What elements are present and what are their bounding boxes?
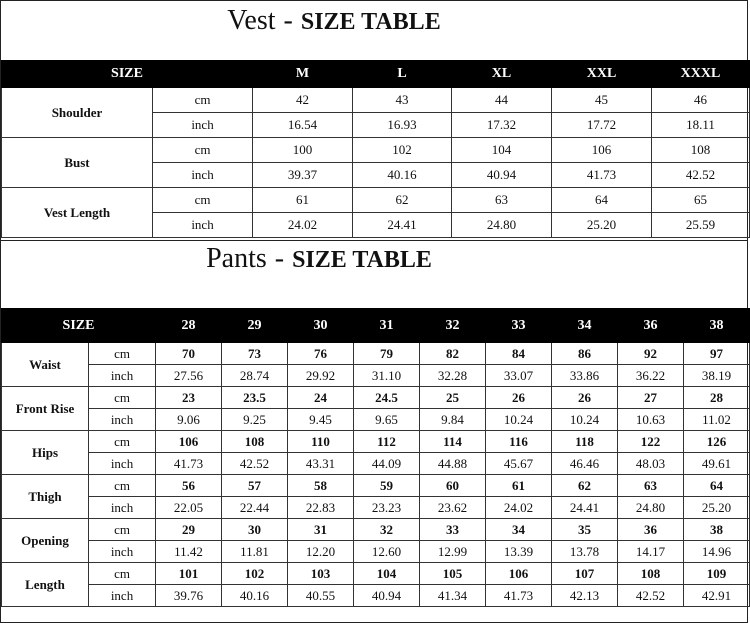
pants-value-cell: 40.55: [288, 585, 354, 607]
pants-value-cell: 10.24: [552, 409, 618, 431]
vest-title-lead: Vest: [227, 5, 276, 36]
pants-unit-cm: cm: [89, 387, 156, 409]
pants-title-dash: -: [274, 243, 285, 274]
pants-unit-inch: inch: [89, 409, 156, 431]
pants-value-cell: 9.06: [156, 409, 222, 431]
pants-row-label: Thigh: [2, 475, 89, 519]
pants-value-cell: 40.94: [354, 585, 420, 607]
vest-value-cell: 41.73: [552, 163, 652, 188]
pants-row-label: Hips: [2, 431, 89, 475]
pants-row-cm: [2, 519, 750, 541]
pants-value-cell: 60: [420, 475, 486, 497]
pants-row-inch: [2, 365, 750, 387]
vest-row-cm: [2, 188, 750, 213]
vest-value-cell: 25.20: [552, 213, 652, 238]
pants-value-cell: 61: [486, 475, 552, 497]
pants-row-cm: [2, 343, 750, 365]
pants-value-cell: 42.13: [552, 585, 618, 607]
pants-value-cell: 25: [420, 387, 486, 409]
pants-value-cell: 62: [552, 475, 618, 497]
pants-value-cell: 35: [552, 519, 618, 541]
pants-value-cell: 41.73: [156, 453, 222, 475]
pants-value-cell: 11.02: [684, 409, 750, 431]
vest-value-cell: 42: [253, 88, 353, 113]
vest-value-cell: 104: [452, 138, 552, 163]
pants-value-cell: 36: [618, 519, 684, 541]
pants-value-cell: 28.74: [222, 365, 288, 387]
pants-value-cell: 32.28: [420, 365, 486, 387]
pants-value-cell: 79: [354, 343, 420, 365]
pants-value-cell: 34: [486, 519, 552, 541]
vest-unit-cm: cm: [153, 188, 253, 213]
vest-unit-inch: inch: [153, 213, 253, 238]
vest-header-size-label: SIZE: [2, 61, 253, 88]
vest-value-cell: 62: [353, 188, 452, 213]
pants-value-cell: 24.80: [618, 497, 684, 519]
pants-value-cell: 33: [420, 519, 486, 541]
pants-value-cell: 14.96: [684, 541, 750, 563]
vest-title-dash: -: [283, 5, 293, 36]
vest-size-table: [1, 60, 750, 238]
pants-value-cell: 31.10: [354, 365, 420, 387]
pants-value-cell: 107: [552, 563, 618, 585]
vest-value-cell: 63: [452, 188, 552, 213]
vest-unit-cm: cm: [153, 138, 253, 163]
pants-value-cell: 104: [354, 563, 420, 585]
pants-value-cell: 13.78: [552, 541, 618, 563]
vest-value-cell: 25.59: [652, 213, 750, 238]
pants-title: [0, 243, 692, 275]
vest-size-col: L: [353, 61, 452, 88]
pants-value-cell: 23.62: [420, 497, 486, 519]
vest-size-col: XL: [452, 61, 552, 88]
pants-value-cell: 42.52: [222, 453, 288, 475]
pants-value-cell: 64: [684, 475, 750, 497]
pants-value-cell: 26: [486, 387, 552, 409]
pants-value-cell: 38: [684, 519, 750, 541]
vest-value-cell: 45: [552, 88, 652, 113]
pants-value-cell: 92: [618, 343, 684, 365]
pants-size-table: [1, 308, 750, 607]
pants-size-col: 28: [156, 309, 222, 343]
pants-value-cell: 82: [420, 343, 486, 365]
pants-row-cm: [2, 387, 750, 409]
vest-value-cell: 17.72: [552, 113, 652, 138]
pants-value-cell: 105: [420, 563, 486, 585]
pants-value-cell: 103: [288, 563, 354, 585]
vest-value-cell: 16.54: [253, 113, 353, 138]
vest-value-cell: 24.02: [253, 213, 353, 238]
pants-row-inch: [2, 409, 750, 431]
pants-value-cell: 108: [222, 431, 288, 453]
vest-size-col: XXL: [552, 61, 652, 88]
vest-header-row: [2, 61, 750, 88]
pants-value-cell: 46.46: [552, 453, 618, 475]
pants-value-cell: 9.65: [354, 409, 420, 431]
pants-value-cell: 33.07: [486, 365, 552, 387]
pants-header-size-label: SIZE: [2, 309, 156, 343]
pants-value-cell: 11.81: [222, 541, 288, 563]
pants-size-col: 32: [420, 309, 486, 343]
pants-unit-inch: inch: [89, 497, 156, 519]
vest-row-label: Vest Length: [2, 188, 153, 238]
pants-unit-cm: cm: [89, 563, 156, 585]
vest-row-label: Shoulder: [2, 88, 153, 138]
pants-row-cm: [2, 431, 750, 453]
vest-section: [0, 0, 748, 242]
vest-value-cell: 43: [353, 88, 452, 113]
vest-value-cell: 61: [253, 188, 353, 213]
vest-value-cell: 64: [552, 188, 652, 213]
pants-row-inch: [2, 541, 750, 563]
pants-value-cell: 27: [618, 387, 684, 409]
pants-value-cell: 24.41: [552, 497, 618, 519]
pants-value-cell: 31: [288, 519, 354, 541]
pants-value-cell: 40.16: [222, 585, 288, 607]
pants-value-cell: 108: [618, 563, 684, 585]
pants-value-cell: 33.86: [552, 365, 618, 387]
pants-value-cell: 109: [684, 563, 750, 585]
pants-value-cell: 56: [156, 475, 222, 497]
pants-value-cell: 9.25: [222, 409, 288, 431]
pants-size-col: 36: [618, 309, 684, 343]
pants-size-col: 29: [222, 309, 288, 343]
pants-value-cell: 122: [618, 431, 684, 453]
vest-row-cm: [2, 88, 750, 113]
pants-header-row: [2, 309, 750, 343]
pants-value-cell: 70: [156, 343, 222, 365]
pants-value-cell: 126: [684, 431, 750, 453]
pants-row-inch: [2, 453, 750, 475]
pants-value-cell: 116: [486, 431, 552, 453]
pants-value-cell: 12.99: [420, 541, 486, 563]
pants-value-cell: 9.84: [420, 409, 486, 431]
pants-row-inch: [2, 585, 750, 607]
pants-size-col: 38: [684, 309, 750, 343]
vest-unit-inch: inch: [153, 113, 253, 138]
vest-value-cell: 24.41: [353, 213, 452, 238]
pants-section: [0, 240, 748, 623]
pants-value-cell: 13.39: [486, 541, 552, 563]
pants-unit-cm: cm: [89, 431, 156, 453]
pants-size-col: 34: [552, 309, 618, 343]
pants-unit-inch: inch: [89, 365, 156, 387]
pants-value-cell: 10.24: [486, 409, 552, 431]
pants-value-cell: 106: [486, 563, 552, 585]
pants-row-label: Length: [2, 563, 89, 607]
pants-value-cell: 32: [354, 519, 420, 541]
pants-value-cell: 27.56: [156, 365, 222, 387]
pants-title-tail: SIZE TABLE: [292, 247, 432, 273]
pants-value-cell: 22.83: [288, 497, 354, 519]
pants-value-cell: 24: [288, 387, 354, 409]
pants-value-cell: 48.03: [618, 453, 684, 475]
pants-value-cell: 42.91: [684, 585, 750, 607]
pants-value-cell: 28: [684, 387, 750, 409]
vest-row-cm: [2, 138, 750, 163]
vest-unit-inch: inch: [153, 163, 253, 188]
pants-value-cell: 57: [222, 475, 288, 497]
vest-size-col: M: [253, 61, 353, 88]
vest-size-col: XXXL: [652, 61, 750, 88]
vest-value-cell: 40.16: [353, 163, 452, 188]
pants-row-cm: [2, 563, 750, 585]
pants-value-cell: 24.5: [354, 387, 420, 409]
pants-value-cell: 10.63: [618, 409, 684, 431]
pants-value-cell: 29: [156, 519, 222, 541]
pants-value-cell: 24.02: [486, 497, 552, 519]
pants-value-cell: 114: [420, 431, 486, 453]
pants-value-cell: 49.61: [684, 453, 750, 475]
pants-value-cell: 42.52: [618, 585, 684, 607]
vest-value-cell: 46: [652, 88, 750, 113]
pants-size-col: 30: [288, 309, 354, 343]
vest-value-cell: 106: [552, 138, 652, 163]
vest-value-cell: 17.32: [452, 113, 552, 138]
pants-value-cell: 9.45: [288, 409, 354, 431]
pants-value-cell: 102: [222, 563, 288, 585]
vest-row-label: Bust: [2, 138, 153, 188]
pants-row-cm: [2, 475, 750, 497]
pants-value-cell: 76: [288, 343, 354, 365]
pants-value-cell: 11.42: [156, 541, 222, 563]
vest-value-cell: 16.93: [353, 113, 452, 138]
pants-value-cell: 41.34: [420, 585, 486, 607]
vest-value-cell: 42.52: [652, 163, 750, 188]
vest-value-cell: 100: [253, 138, 353, 163]
pants-value-cell: 84: [486, 343, 552, 365]
pants-title-lead: Pants: [206, 243, 267, 274]
pants-value-cell: 118: [552, 431, 618, 453]
vest-value-cell: 44: [452, 88, 552, 113]
pants-unit-inch: inch: [89, 585, 156, 607]
pants-value-cell: 23.23: [354, 497, 420, 519]
pants-value-cell: 23: [156, 387, 222, 409]
pants-value-cell: 106: [156, 431, 222, 453]
pants-value-cell: 41.73: [486, 585, 552, 607]
pants-value-cell: 45.67: [486, 453, 552, 475]
pants-value-cell: 110: [288, 431, 354, 453]
pants-value-cell: 73: [222, 343, 288, 365]
pants-value-cell: 25.20: [684, 497, 750, 519]
pants-value-cell: 39.76: [156, 585, 222, 607]
vest-value-cell: 102: [353, 138, 452, 163]
pants-value-cell: 58: [288, 475, 354, 497]
pants-value-cell: 38.19: [684, 365, 750, 387]
pants-value-cell: 59: [354, 475, 420, 497]
vest-title: [0, 5, 707, 37]
vest-value-cell: 39.37: [253, 163, 353, 188]
pants-row-label: Waist: [2, 343, 89, 387]
vest-value-cell: 24.80: [452, 213, 552, 238]
vest-value-cell: 108: [652, 138, 750, 163]
pants-row-label: Opening: [2, 519, 89, 563]
pants-row-label: Front Rise: [2, 387, 89, 431]
vest-value-cell: 65: [652, 188, 750, 213]
pants-value-cell: 30: [222, 519, 288, 541]
pants-value-cell: 112: [354, 431, 420, 453]
pants-size-col: 31: [354, 309, 420, 343]
pants-unit-cm: cm: [89, 475, 156, 497]
vest-unit-cm: cm: [153, 88, 253, 113]
pants-value-cell: 86: [552, 343, 618, 365]
pants-value-cell: 44.09: [354, 453, 420, 475]
pants-value-cell: 22.44: [222, 497, 288, 519]
vest-value-cell: 40.94: [452, 163, 552, 188]
pants-value-cell: 44.88: [420, 453, 486, 475]
vest-value-cell: 18.11: [652, 113, 750, 138]
pants-value-cell: 43.31: [288, 453, 354, 475]
pants-value-cell: 36.22: [618, 365, 684, 387]
pants-value-cell: 63: [618, 475, 684, 497]
pants-unit-cm: cm: [89, 343, 156, 365]
pants-value-cell: 12.60: [354, 541, 420, 563]
pants-value-cell: 101: [156, 563, 222, 585]
pants-unit-inch: inch: [89, 541, 156, 563]
pants-row-inch: [2, 497, 750, 519]
pants-value-cell: 23.5: [222, 387, 288, 409]
pants-value-cell: 14.17: [618, 541, 684, 563]
vest-title-tail: SIZE TABLE: [300, 9, 441, 35]
pants-unit-cm: cm: [89, 519, 156, 541]
pants-value-cell: 12.20: [288, 541, 354, 563]
pants-value-cell: 26: [552, 387, 618, 409]
pants-value-cell: 97: [684, 343, 750, 365]
pants-size-col: 33: [486, 309, 552, 343]
pants-value-cell: 29.92: [288, 365, 354, 387]
pants-value-cell: 22.05: [156, 497, 222, 519]
pants-unit-inch: inch: [89, 453, 156, 475]
